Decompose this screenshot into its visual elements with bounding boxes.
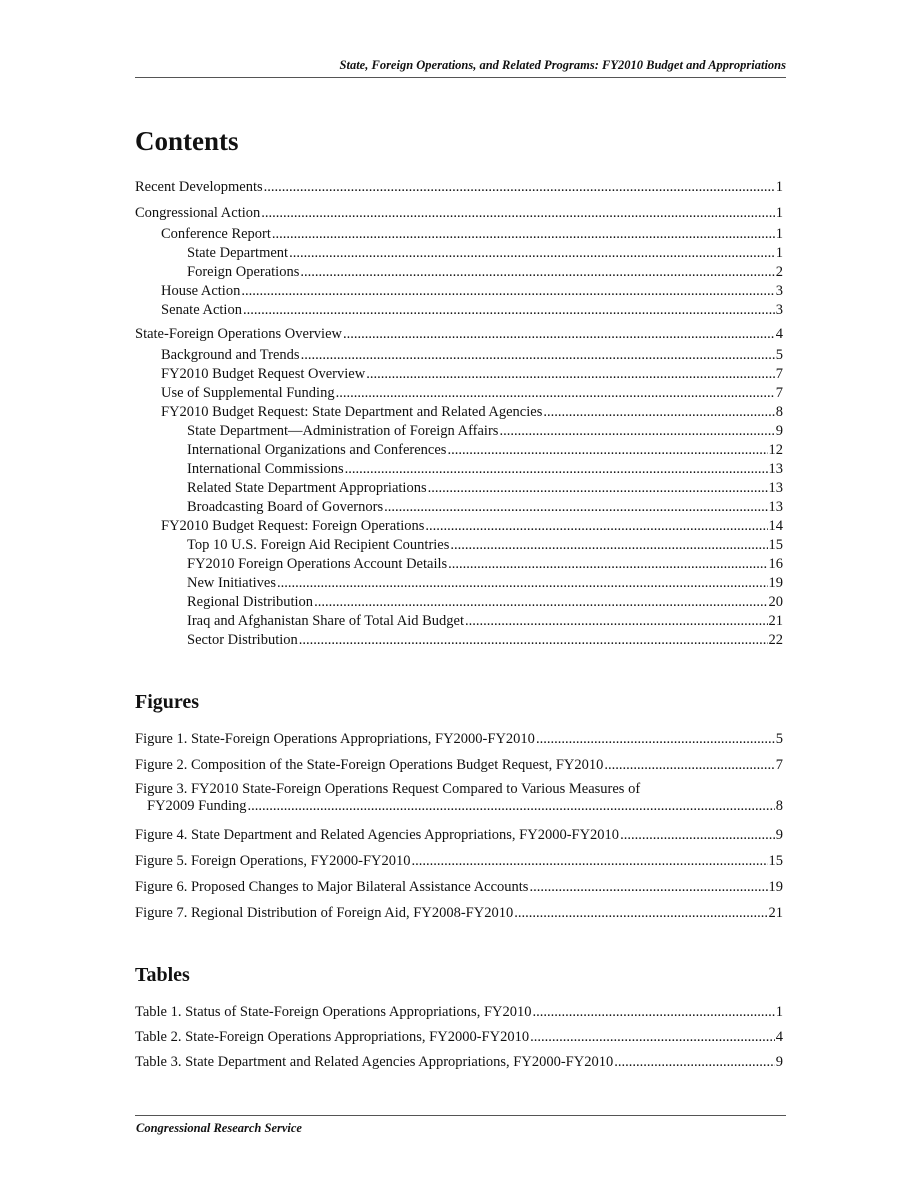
footer-publisher: Congressional Research Service (136, 1121, 302, 1135)
dot-leader (604, 757, 774, 773)
footer-rule (135, 1115, 786, 1116)
dot-leader (336, 385, 775, 401)
dot-leader (536, 731, 775, 747)
dot-leader (314, 594, 767, 610)
toc-entry[interactable]: Sector Distribution ..... 22 (187, 632, 783, 648)
figure-entry[interactable]: Figure 3. FY2010 State-Foreign Operations Request Compared to Various Measures of FY2009 Funding ..... 8 (135, 781, 783, 815)
toc-entry[interactable]: House Action ..... 3 (161, 283, 783, 299)
figure-entry[interactable]: Figure 6. Proposed Changes to Major Bilateral Assistance Accounts ..... 19 (135, 879, 783, 895)
dot-leader (241, 283, 774, 299)
dot-leader (532, 1004, 774, 1020)
figure-entry[interactable]: Figure 2. Composition of the State-Foreign Operations Budget Request, FY2010 ..... 7 (135, 757, 783, 773)
figure-entry[interactable]: Figure 5. Foreign Operations, FY2000-FY2010 ..... 15 (135, 853, 783, 869)
dot-leader (243, 302, 775, 318)
toc-entry[interactable]: International Organizations and Conferences ..... 12 (187, 442, 783, 458)
toc-entry[interactable]: Use of Supplemental Funding ..... 7 (161, 385, 783, 401)
toc-entry[interactable]: Foreign Operations ..... 2 (187, 264, 783, 280)
figures-heading: Figures (135, 691, 200, 713)
dot-leader (261, 205, 774, 221)
table-entry[interactable]: Table 2. State-Foreign Operations Appropriations, FY2000-FY2010 ..... 4 (135, 1029, 783, 1045)
dot-leader (620, 827, 775, 843)
toc-entry[interactable]: Congressional Action ..... 1 (135, 205, 783, 221)
toc-entry[interactable]: Top 10 U.S. Foreign Aid Recipient Countries ..... 15 (187, 537, 783, 553)
dot-leader (425, 518, 767, 534)
toc-entry[interactable]: FY2010 Budget Request: Foreign Operations ..... 14 (161, 518, 783, 534)
dot-leader (412, 853, 768, 869)
toc-entry[interactable]: FY2010 Foreign Operations Account Details ..... 16 (187, 556, 783, 572)
dot-leader (345, 461, 768, 477)
figure-entry[interactable]: Figure 7. Regional Distribution of Foreign Aid, FY2008-FY2010 ..... 21 (135, 905, 783, 921)
dot-leader (529, 879, 767, 895)
figure-entry[interactable]: Figure 4. State Department and Related Agencies Appropriations, FY2000-FY2010 ..... 9 (135, 827, 783, 843)
dot-leader (614, 1054, 775, 1070)
figure-entry[interactable]: Figure 1. State-Foreign Operations Appropriations, FY2000-FY2010 ..... 5 (135, 731, 783, 747)
dot-leader (277, 575, 768, 591)
toc-entry[interactable]: Related State Department Appropriations ..... 13 (187, 480, 783, 496)
dot-leader (272, 226, 775, 242)
toc-entry[interactable]: State Department ..... 1 (187, 245, 783, 261)
toc-entry[interactable]: Recent Developments ..... 1 (135, 179, 783, 195)
toc-entry[interactable]: State Department—Administration of Foreign Affairs ..... 9 (187, 423, 783, 439)
toc-entry[interactable]: Iraq and Afghanistan Share of Total Aid Budget ..... 21 (187, 613, 783, 629)
running-header: State, Foreign Operations, and Related Programs: FY2010 Budget and Appropriations (135, 58, 786, 78)
toc-entry[interactable]: Regional Distribution ..... 20 (187, 594, 783, 610)
dot-leader (530, 1029, 775, 1045)
dot-leader (499, 423, 774, 439)
dot-leader (543, 404, 774, 420)
dot-leader (366, 366, 775, 382)
dot-leader (248, 798, 775, 815)
contents-heading: Contents (135, 126, 239, 156)
dot-leader (514, 905, 767, 921)
dot-leader (301, 347, 775, 363)
dot-leader (448, 556, 767, 572)
toc-entry[interactable]: Senate Action ..... 3 (161, 302, 783, 318)
dot-leader (450, 537, 767, 553)
dot-leader (447, 442, 767, 458)
table-entry[interactable]: Table 1. Status of State-Foreign Operations Appropriations, FY2010 ..... 1 (135, 1004, 783, 1020)
tables-heading: Tables (135, 964, 190, 986)
toc-entry[interactable]: FY2010 Budget Request Overview ..... 7 (161, 366, 783, 382)
toc-entry[interactable]: International Commissions ..... 13 (187, 461, 783, 477)
dot-leader (343, 326, 775, 342)
toc-entry[interactable]: FY2010 Budget Request: State Department and Related Agencies ..... 8 (161, 404, 783, 420)
dot-leader (384, 499, 767, 515)
table-entry[interactable]: Table 3. State Department and Related Agencies Appropriations, FY2000-FY2010 ..... 9 (135, 1054, 783, 1070)
dot-leader (428, 480, 768, 496)
dot-leader (299, 632, 768, 648)
toc-entry[interactable]: Broadcasting Board of Governors ..... 13 (187, 499, 783, 515)
toc-entry[interactable]: State-Foreign Operations Overview ..... 4 (135, 326, 783, 342)
dot-leader (264, 179, 775, 195)
dot-leader (300, 264, 774, 280)
toc-entry[interactable]: Background and Trends ..... 5 (161, 347, 783, 363)
dot-leader (289, 245, 775, 261)
dot-leader (465, 613, 768, 629)
toc-entry[interactable]: New Initiatives ..... 19 (187, 575, 783, 591)
toc-entry[interactable]: Conference Report ..... 1 (161, 226, 783, 242)
